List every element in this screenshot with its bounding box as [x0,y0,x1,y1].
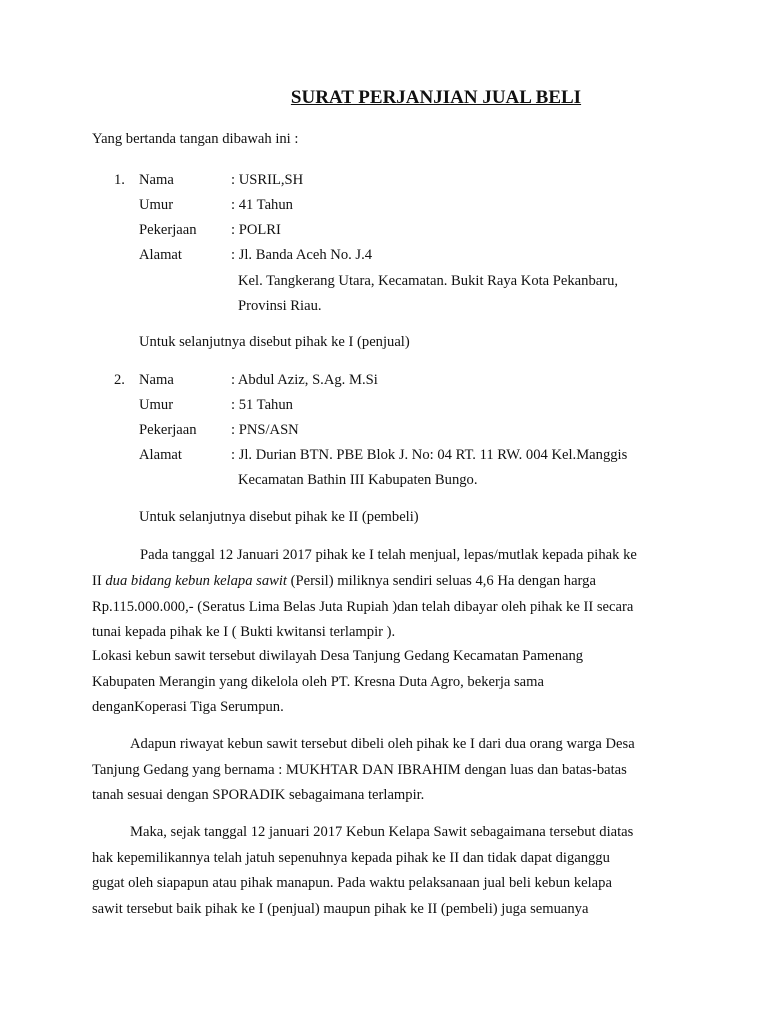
party-2-name-label: Nama [139,372,174,388]
party-1-age-value: : 41 Tahun [231,197,293,213]
paragraph-1-line: Pada tanggal 12 Januari 2017 pihak ke I telah menjual, lepas/mutlak kepada pihak ke [140,547,637,563]
paragraph-3-line: Tanjung Gedang yang bernama : MUKHTAR DAN IBRAHIM dengan luas dan batas-batas [92,762,627,778]
paragraph-1-italic: dua bidang kebun kelapa sawit [105,573,287,589]
party-2-job-label: Pekerjaan [139,422,197,438]
paragraph-1-line: tunai kepada pihak ke I ( Bukti kwitansi terlampir ). [92,624,396,640]
paragraph-1-suffix: (Persil) miliknya sendiri seluas 4,6 Ha dengan harga [286,573,596,589]
paragraph-2-line: Lokasi kebun sawit tersebut diwilayah Desa Tanjung Gedang Kecamatan Pamenang [92,648,584,664]
paragraph-1-line [92,572,596,590]
paragraph-4-line: Maka, sejak tanggal 12 januari 2017 Kebun Kelapa Sawit sebagaimana tersebut diatas [130,824,634,840]
party-1-number: 1. [114,172,125,188]
party-2-designation: Untuk selanjutnya disebut pihak ke II (pembeli) [139,509,419,525]
party-1-job-value: : POLRI [231,222,281,238]
paragraph-4-line: gugat oleh siapapun atau pihak manapun. Pada waktu pelaksanaan jual beli kebun kelapa [92,875,612,891]
party-1-age-label: Umur [139,197,174,213]
paragraph-1-line: Rp.115.000.000,- (Seratus Lima Belas Juta Rupiah )dan telah dibayar oleh pihak ke II secara [92,599,634,615]
intro-text: Yang bertanda tangan dibawah ini : [92,131,299,147]
party-2-address-label: Alamat [139,447,182,463]
party-2-name-value: : Abdul Aziz, S.Ag. M.Si [231,372,378,388]
document-title: SURAT PERJANJIAN JUAL BELI [290,87,582,108]
party-2-address-value: : Jl. Durian BTN. PBE Blok J. No: 04 RT. 11 RW. 004 Kel.Manggis [231,447,628,463]
paragraph-4-line: sawit tersebut baik pihak ke I (penjual) maupun pihak ke II (pembeli) juga semuanya [92,901,589,917]
paragraph-2-line: Kabupaten Merangin yang dikelola oleh PT. Kresna Duta Agro, bekerja sama [92,674,544,690]
paragraph-2-line: denganKoperasi Tiga Serumpun. [92,699,284,715]
party-1-address-line: Provinsi Riau. [238,298,322,314]
party-1-address-value: : Jl. Banda Aceh No. J.4 [231,247,373,263]
party-2-address-line: Kecamatan Bathin III Kabupaten Bungo. [238,472,478,488]
party-1-name-label: Nama [139,172,174,188]
party-1-job-label: Pekerjaan [139,222,197,238]
paragraph-3-line: Adapun riwayat kebun sawit tersebut dibeli oleh pihak ke I dari dua orang warga Desa [130,736,635,752]
paragraph-1-prefix: II [92,573,106,589]
party-2-age-label: Umur [139,397,174,413]
paragraph-4-line: hak kepemilikannya telah jatuh sepenuhnya kepada pihak ke II dan tidak dapat diganggu [92,850,610,866]
party-1-address-line: Kel. Tangkerang Utara, Kecamatan. Bukit Raya Kota Pekanbaru, [238,273,619,289]
party-1-designation: Untuk selanjutnya disebut pihak ke I (penjual) [139,334,410,350]
paragraph-3-line: tanah sesuai dengan SPORADIK sebagaimana terlampir. [92,787,425,803]
party-2-age-value: : 51 Tahun [231,397,293,413]
party-2-job-value: : PNS/ASN [231,422,299,438]
party-2-number: 2. [114,372,125,388]
party-1-address-label: Alamat [139,247,182,263]
party-1-name-value: : USRIL,SH [231,172,304,188]
